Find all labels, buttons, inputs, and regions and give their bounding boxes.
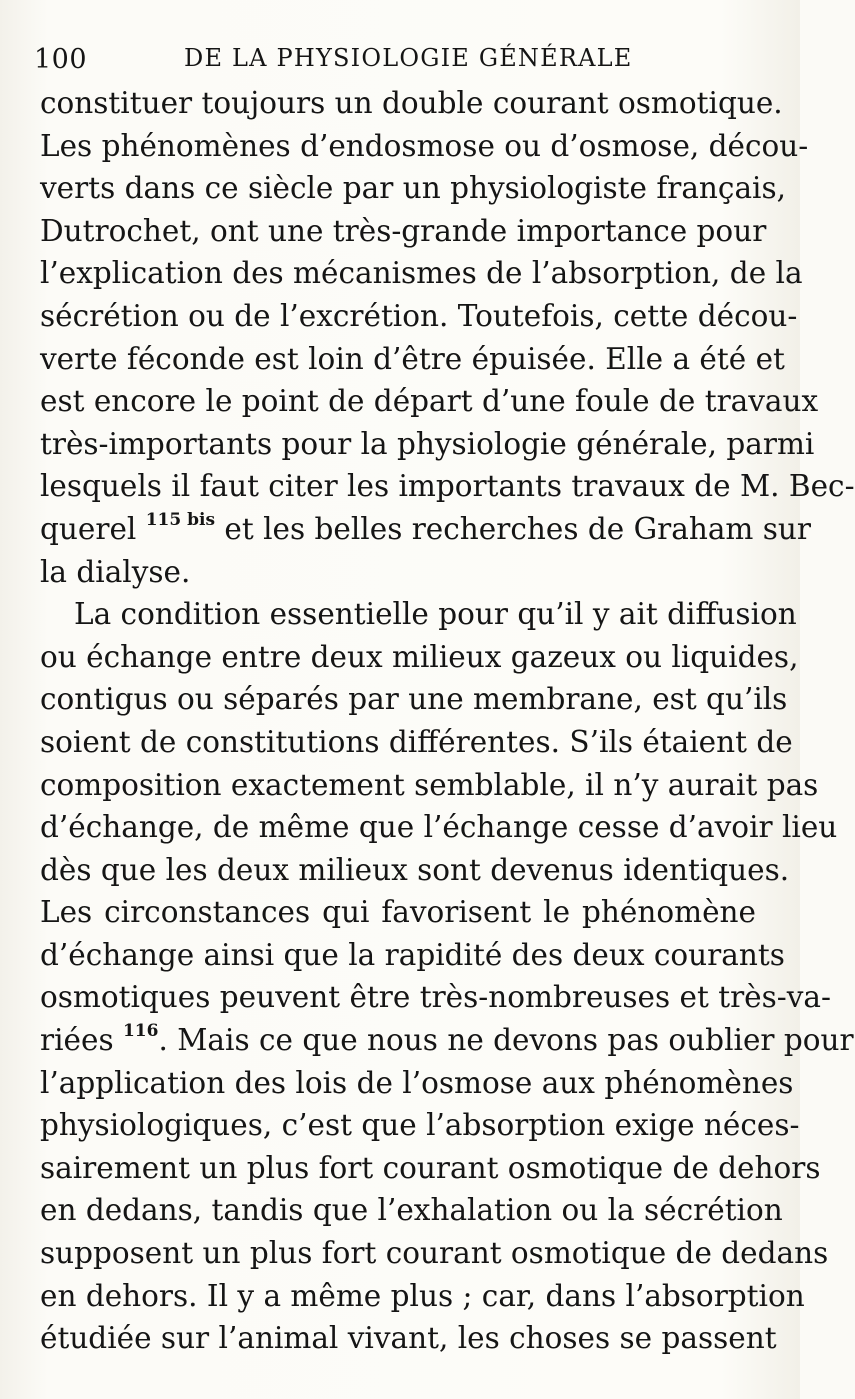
text-line: l’application des lois de l’osmose aux phénomènes (40, 1065, 794, 1100)
text-line: Dutrochet, ont une très-grande importance pour (40, 213, 767, 248)
text-line: verts dans ce siècle par un physiologiste français, (40, 171, 786, 206)
text-line: Les phénomènes d’endosmose ou d’osmose, décou- (40, 128, 809, 163)
text-line: l’explication des mécanismes de l’absorption, de la (40, 256, 803, 291)
paragraph-start-line: La condition essentielle pour qu’il y ait diffusion (74, 597, 797, 632)
text-line: étudiée sur l’animal vivant, les choses se passent (40, 1321, 777, 1356)
text-line: composition exactement semblable, il n’y aurait pas (40, 767, 819, 802)
text-line: lesquels il faut citer les importants travaux de M. Bec- (40, 469, 855, 504)
text-line: d’échange ainsi que la rapidité des deux courants (40, 937, 785, 972)
footnote-reference: 115 bis (145, 510, 216, 531)
footnote-reference: 116 (122, 1021, 159, 1042)
text-line: ou échange entre deux milieux gazeux ou liquides, (40, 639, 799, 674)
page-header (34, 40, 754, 80)
page-number: 100 (34, 44, 88, 75)
text-line-with-footnote (40, 508, 811, 551)
text-line: osmotiques peuvent être très-nombreuses et très-va- (40, 980, 831, 1015)
text-line: contigus ou séparés par une membrane, est qu’ils (40, 682, 788, 717)
text-line: dès que les deux milieux sont devenus identiques. (40, 852, 790, 887)
text-line: Les circonstances qui favorisent le phénomène (40, 895, 756, 930)
text-line: supposent un plus fort courant osmotique de dedans (40, 1236, 829, 1271)
text-line: constituer toujours un double courant osmotique. (40, 86, 783, 120)
text-line: sairement un plus fort courant osmotique de dehors (40, 1150, 821, 1185)
text-line: d’échange, de même que l’échange cesse d’avoir lieu (40, 810, 838, 845)
line-end: . Mais ce que nous ne devons pas oublier pour (158, 1023, 854, 1058)
text-line: soient de constitutions différentes. S’ils étaient de (40, 724, 793, 759)
text-line: est encore le point de départ d’une foule de travaux (40, 384, 819, 419)
paragraph-end-line: la dialyse. (40, 554, 191, 589)
text-line: sécrétion ou de l’excrétion. Toutefois, cette décou- (40, 298, 798, 333)
text-line: en dedans, tandis que l’exhalation ou la sécrétion (40, 1193, 783, 1228)
running-head: DE LA PHYSIOLOGIE GÉNÉRALE (184, 44, 633, 72)
text-line: physiologiques, c’est que l’absorption exige néces- (40, 1108, 800, 1143)
text-line: verte féconde est loin d’être épuisée. Elle a été et (40, 341, 785, 376)
text-line: très-importants pour la physiologie générale, parmi (40, 426, 815, 461)
text-line-with-footnote (40, 1019, 854, 1062)
line-start: querel (40, 511, 146, 546)
line-start: riées (40, 1023, 123, 1058)
line-end: et les belles recherches de Graham sur (215, 511, 811, 546)
body-text (40, 82, 855, 1360)
text-line: en dehors. Il y a même plus ; car, dans l’absorption (40, 1278, 805, 1313)
